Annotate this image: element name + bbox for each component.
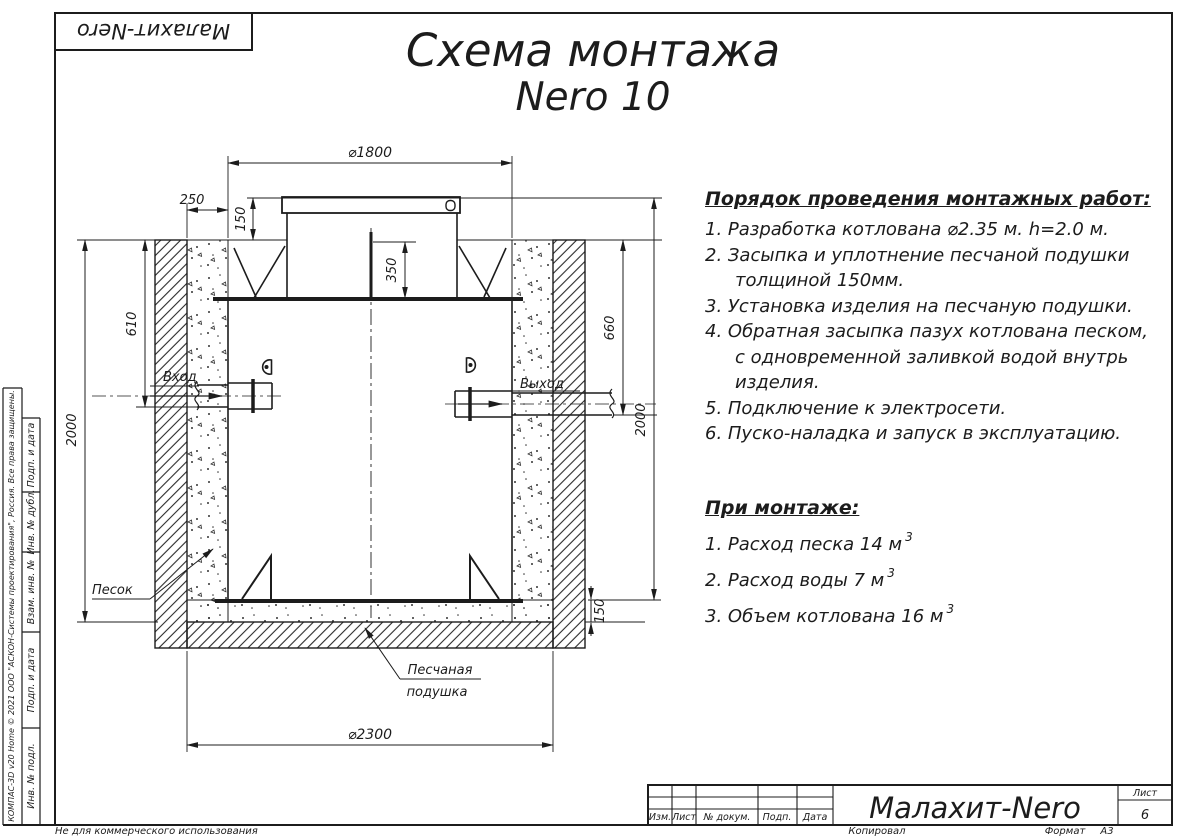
footer-note: Не для коммерческого использования <box>55 826 258 837</box>
stamp-cell-label: Подп. и дата <box>26 422 37 488</box>
cad-copyright-text: КОМПАС-3D v20 Home © 2021 ООО "АСКОН-Системы проектирования", Россия. Все права защищены. <box>7 390 16 822</box>
tank-lid <box>282 197 460 213</box>
dim-text-2000-right: 2000 <box>634 403 649 437</box>
instruction-line: 2. Засыпка и уплотнение песчаной подушки <box>705 244 1130 266</box>
instruction-line: с одновременной заливкой водой внутрь <box>735 346 1129 368</box>
tb-sheet-number: 6 <box>1140 808 1150 823</box>
sheet-title-line2: Nero 10 <box>515 75 671 121</box>
bottom-ribs <box>242 556 499 599</box>
instruction-line: 1. Разработка котлована ⌀2.35 м. h=2.0 м. <box>705 219 1109 240</box>
sand-label: Песок <box>92 583 133 598</box>
inlet-label: Вход <box>163 370 197 385</box>
montage-notes <box>705 497 1167 627</box>
cushion-label-line1: Песчаная <box>407 663 473 678</box>
tb-format-label: Формат <box>1044 826 1086 837</box>
montage-item-text: 3. Объем котлована 16 м <box>705 606 944 627</box>
stamp-cell-label: Инв. № дубл. <box>26 489 37 555</box>
dim-text-d1800: ⌀1800 <box>347 145 393 161</box>
tank-body <box>213 197 523 618</box>
outlet-label: Выход <box>520 377 564 392</box>
dim-text-250: 250 <box>179 193 205 208</box>
instruction-line: изделия. <box>735 372 820 393</box>
montage-item-text: 1. Расход песка 14 м <box>705 534 903 555</box>
sheet-title <box>290 26 896 120</box>
installation-instructions <box>705 188 1167 447</box>
montage-heading: При монтаже: <box>705 497 860 519</box>
dim-text-660: 660 <box>603 315 618 341</box>
montage-item <box>705 568 1167 591</box>
tb-col-data: Дата <box>802 812 828 823</box>
tb-col-list: Лист <box>671 812 697 823</box>
tb-copied-label: Копировал <box>848 826 906 837</box>
cubic-sup: 3 <box>887 566 895 580</box>
instruction-line: 4. Обратная засыпка пазух котлована песком, <box>705 321 1148 342</box>
montage-item-text: 2. Расход воды 7 м <box>705 570 885 591</box>
dim-text-d2300: ⌀2300 <box>347 727 393 743</box>
title-block <box>648 785 1172 837</box>
cubic-sup: 3 <box>946 602 955 616</box>
tb-col-docnum: № докум. <box>703 812 751 823</box>
montage-item <box>705 532 1167 555</box>
stamp-cell-label: Инв. № подл. <box>26 743 37 809</box>
dim-text-610: 610 <box>125 311 140 337</box>
sheet-title-line1: Схема монтажа <box>405 24 781 77</box>
dim-text-350: 350 <box>385 257 400 283</box>
montage-item <box>705 604 1167 627</box>
instruction-line: 5. Подключение к электросети. <box>705 397 1007 419</box>
instruction-line: толщиной 150мм. <box>735 270 905 291</box>
stamp-cell-label: Взам. инв. № <box>26 559 37 625</box>
tb-col-izm: Изм. <box>648 812 672 823</box>
dim-text-2000-left: 2000 <box>65 413 80 447</box>
tb-format-value: А3 <box>1100 826 1114 837</box>
stamp-cell-label: Подп. и дата <box>26 647 37 713</box>
dim-text-150-lid: 150 <box>234 206 249 232</box>
corner-stamp-text: Малахит-Nero <box>76 19 231 43</box>
tb-company-name: Малахит-Nero <box>869 791 1081 825</box>
tb-sheet-label: Лист <box>1132 788 1158 799</box>
tb-col-podp: Подп. <box>762 812 792 823</box>
instructions-heading: Порядок проведения монтажных работ: <box>705 188 1151 210</box>
dim-text-150-cushion: 150 <box>593 598 608 624</box>
instruction-line: 6. Пуско-наладка и запуск в эксплуатацию. <box>705 423 1121 444</box>
lid-slot <box>446 201 455 211</box>
cushion-label-line2: подушка <box>406 685 468 700</box>
cubic-sup: 3 <box>905 530 913 544</box>
instruction-line: 3. Установка изделия на песчаную подушки. <box>705 295 1133 317</box>
